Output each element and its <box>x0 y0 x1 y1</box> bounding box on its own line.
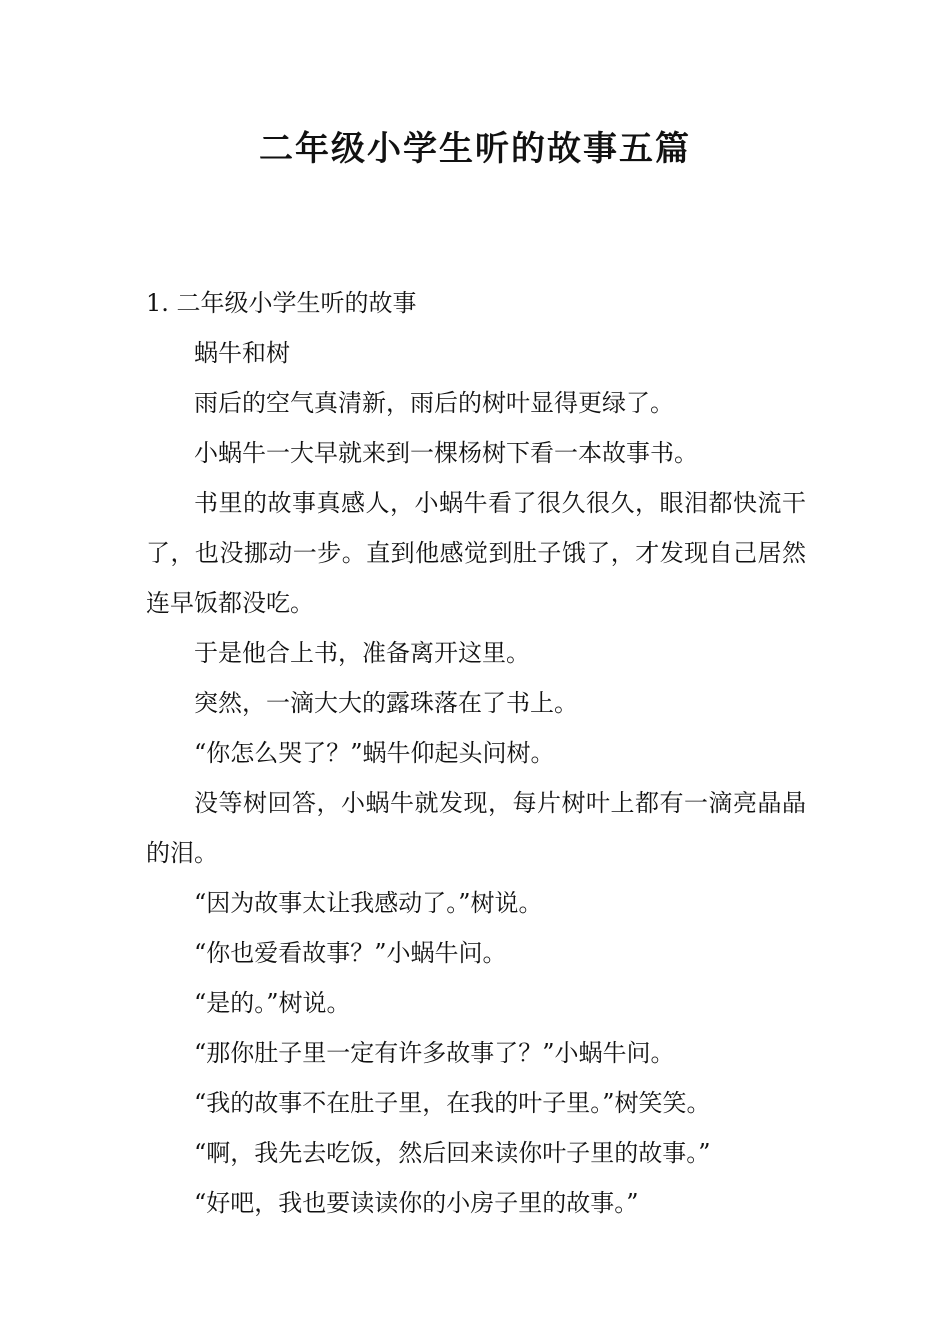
paragraph: “你也爱看故事？”小蜗牛问。 <box>194 939 507 967</box>
paragraph: “那你肚子里一定有许多故事了？”小蜗牛问。 <box>194 1039 675 1067</box>
paragraph: 书里的故事真感人，小蜗牛看了很久很久，眼泪都快流干了，也没挪动一步。直到他感觉到肚子饿了，才发现自己居然连早饭都没吃。 <box>146 489 806 617</box>
section-heading: 1. 二年级小学生听的故事 <box>146 289 417 317</box>
document-body <box>146 278 806 1228</box>
paragraph: “啊，我先去吃饭，然后回来读你叶子里的故事。” <box>194 1139 711 1167</box>
paragraph: 突然，一滴大大的露珠落在了书上。 <box>194 689 578 717</box>
paragraph: 没等树回答，小蜗牛就发现，每片树叶上都有一滴亮晶晶的泪。 <box>146 789 806 867</box>
paragraph: “是的。”树说。 <box>194 989 351 1017</box>
paragraph: 于是他合上书，准备离开这里。 <box>194 639 530 667</box>
paragraph: 小蜗牛一大早就来到一棵杨树下看一本故事书。 <box>194 439 698 467</box>
paragraph: “你怎么哭了？”蜗牛仰起头问树。 <box>194 739 555 767</box>
story-title: 蜗牛和树 <box>194 339 290 367</box>
paragraph: 雨后的空气真清新，雨后的树叶显得更绿了。 <box>194 389 674 417</box>
paragraph: “好吧，我也要读读你的小房子里的故事。” <box>194 1189 639 1217</box>
paragraph: “因为故事太让我感动了。”树说。 <box>194 889 543 917</box>
paragraph: “我的故事不在肚子里，在我的叶子里。”树笑笑。 <box>194 1089 711 1117</box>
document-title: 二年级小学生听的故事五篇 <box>259 129 691 169</box>
